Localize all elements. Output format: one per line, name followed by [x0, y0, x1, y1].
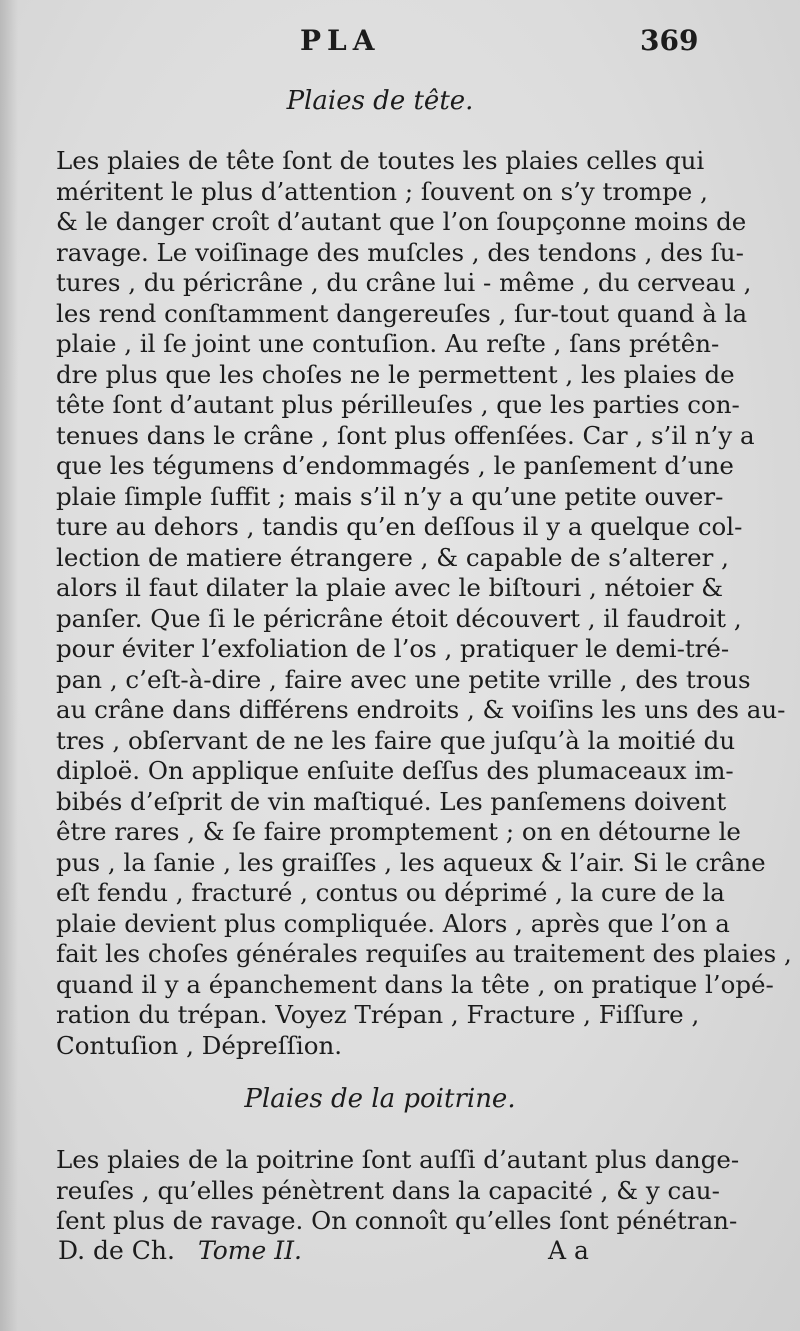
page-edge-shadow: [0, 0, 18, 1331]
text-line: tenues dans le crâne , ſont plus offenſées. Car , s’il n’y a: [56, 420, 755, 450]
text-line: être rares , & ſe faire promptement ; on en détourne le: [56, 817, 741, 846]
text-line: ration du trépan. Voyez Trépan , Fracture , Fiſſure ,: [56, 1000, 700, 1029]
text-line: ſent plus de ravage. On connoît qu’elles ſont pénétran-: [56, 1206, 738, 1235]
text-line: dre plus que les choſes ne le permettent , les plaies de: [56, 359, 735, 389]
text-line: fait les choſes générales requiſes au traitement des plaies ,: [56, 939, 792, 968]
text-line: ravage. Le voiſinage des muſcles , des tendons , des ſu-: [56, 237, 744, 267]
paragraph-head-wounds: [56, 146, 792, 1061]
volume-label: Tome II.: [198, 1236, 302, 1265]
text-line: tête ſont d’autant plus périlleuſes , que les parties con-: [56, 390, 740, 419]
text-line: pour éviter l’exfoliation de l’os , pratiquer le demi-tré-: [56, 634, 730, 663]
text-line: pan , c’eſt-à-dire , faire avec une petite vrille , des trous: [56, 664, 751, 694]
page-footer: [0, 1236, 800, 1272]
section-title-head-wounds: Plaies de tête.: [286, 86, 474, 116]
text-line: diploë. On applique enſuite deſſus des plumaceaux im-: [56, 756, 734, 785]
text-line: que les tégumens d’endommagés , le panſement d’une: [56, 451, 734, 480]
text-line: Contuſion , Dépreſſion.: [56, 1030, 343, 1060]
text-line: au crâne dans différens endroits , & voiſins les uns des au-: [56, 695, 786, 724]
running-head: [0, 22, 800, 62]
text-line: plaie ſimple ſuffit ; mais s’il n’y a qu’une petite ouver-: [56, 481, 724, 511]
signature-mark: D. de Ch.: [58, 1236, 175, 1265]
gathering-mark: A a: [548, 1236, 589, 1265]
text-line: Les plaies de tête ſont de toutes les plaies celles qui: [56, 146, 705, 175]
text-line: & le danger croît d’autant que l’on ſoupçonne moins de: [56, 207, 747, 236]
page-number: 369: [640, 24, 699, 57]
text-line: reuſes , qu’elles pénètrent dans la capacité , & y cau-: [56, 1175, 720, 1205]
text-line: tures , du péricrâne , du crâne lui - même , du cerveau ,: [56, 268, 752, 297]
text-line: panſer. Que ſi le péricrâne étoit découvert , il faudroit ,: [56, 603, 742, 633]
text-line: quand il y a épanchement dans la tête , on pratique l’opé-: [56, 969, 774, 999]
text-line: ture au dehors , tandis qu’en deſſous il y a quelque col-: [56, 512, 743, 541]
text-line: tres , obſervant de ne les faire que juſqu’à la moitié du: [56, 725, 736, 755]
paragraph-chest-wounds: [56, 1145, 740, 1237]
text-line: alors il faut dilater la plaie avec le biſtouri , nétoier &: [56, 573, 724, 602]
text-line: Les plaies de la poitrine ſont auſſi d’autant plus dange-: [56, 1145, 740, 1174]
text-line: plaie , il ſe joint une contuſion. Au reſte , ſans prétên-: [56, 329, 720, 358]
text-line: les rend conſtamment dangereuſes , ſur-tout quand à la: [56, 298, 748, 328]
text-line: plaie devient plus compliquée. Alors , après que l’on a: [56, 908, 730, 938]
text-line: méritent le plus d’attention ; ſouvent on s’y trompe ,: [56, 176, 708, 206]
text-line: bibés d’eſprit de vin maſtiqué. Les panſemens doivent: [56, 786, 727, 816]
text-line: eſt fendu , fracturé , contus ou déprimé , la cure de la: [56, 878, 725, 907]
section-title-chest-wounds: Plaies de la poitrine.: [244, 1084, 516, 1114]
running-head-word: PLA: [300, 24, 381, 57]
text-line: pus , la ſanie , les graiſſes , les aqueux & l’air. Si le crâne: [56, 847, 766, 877]
text-line: lection de matiere étrangere , & capable de s’alterer ,: [56, 542, 729, 572]
